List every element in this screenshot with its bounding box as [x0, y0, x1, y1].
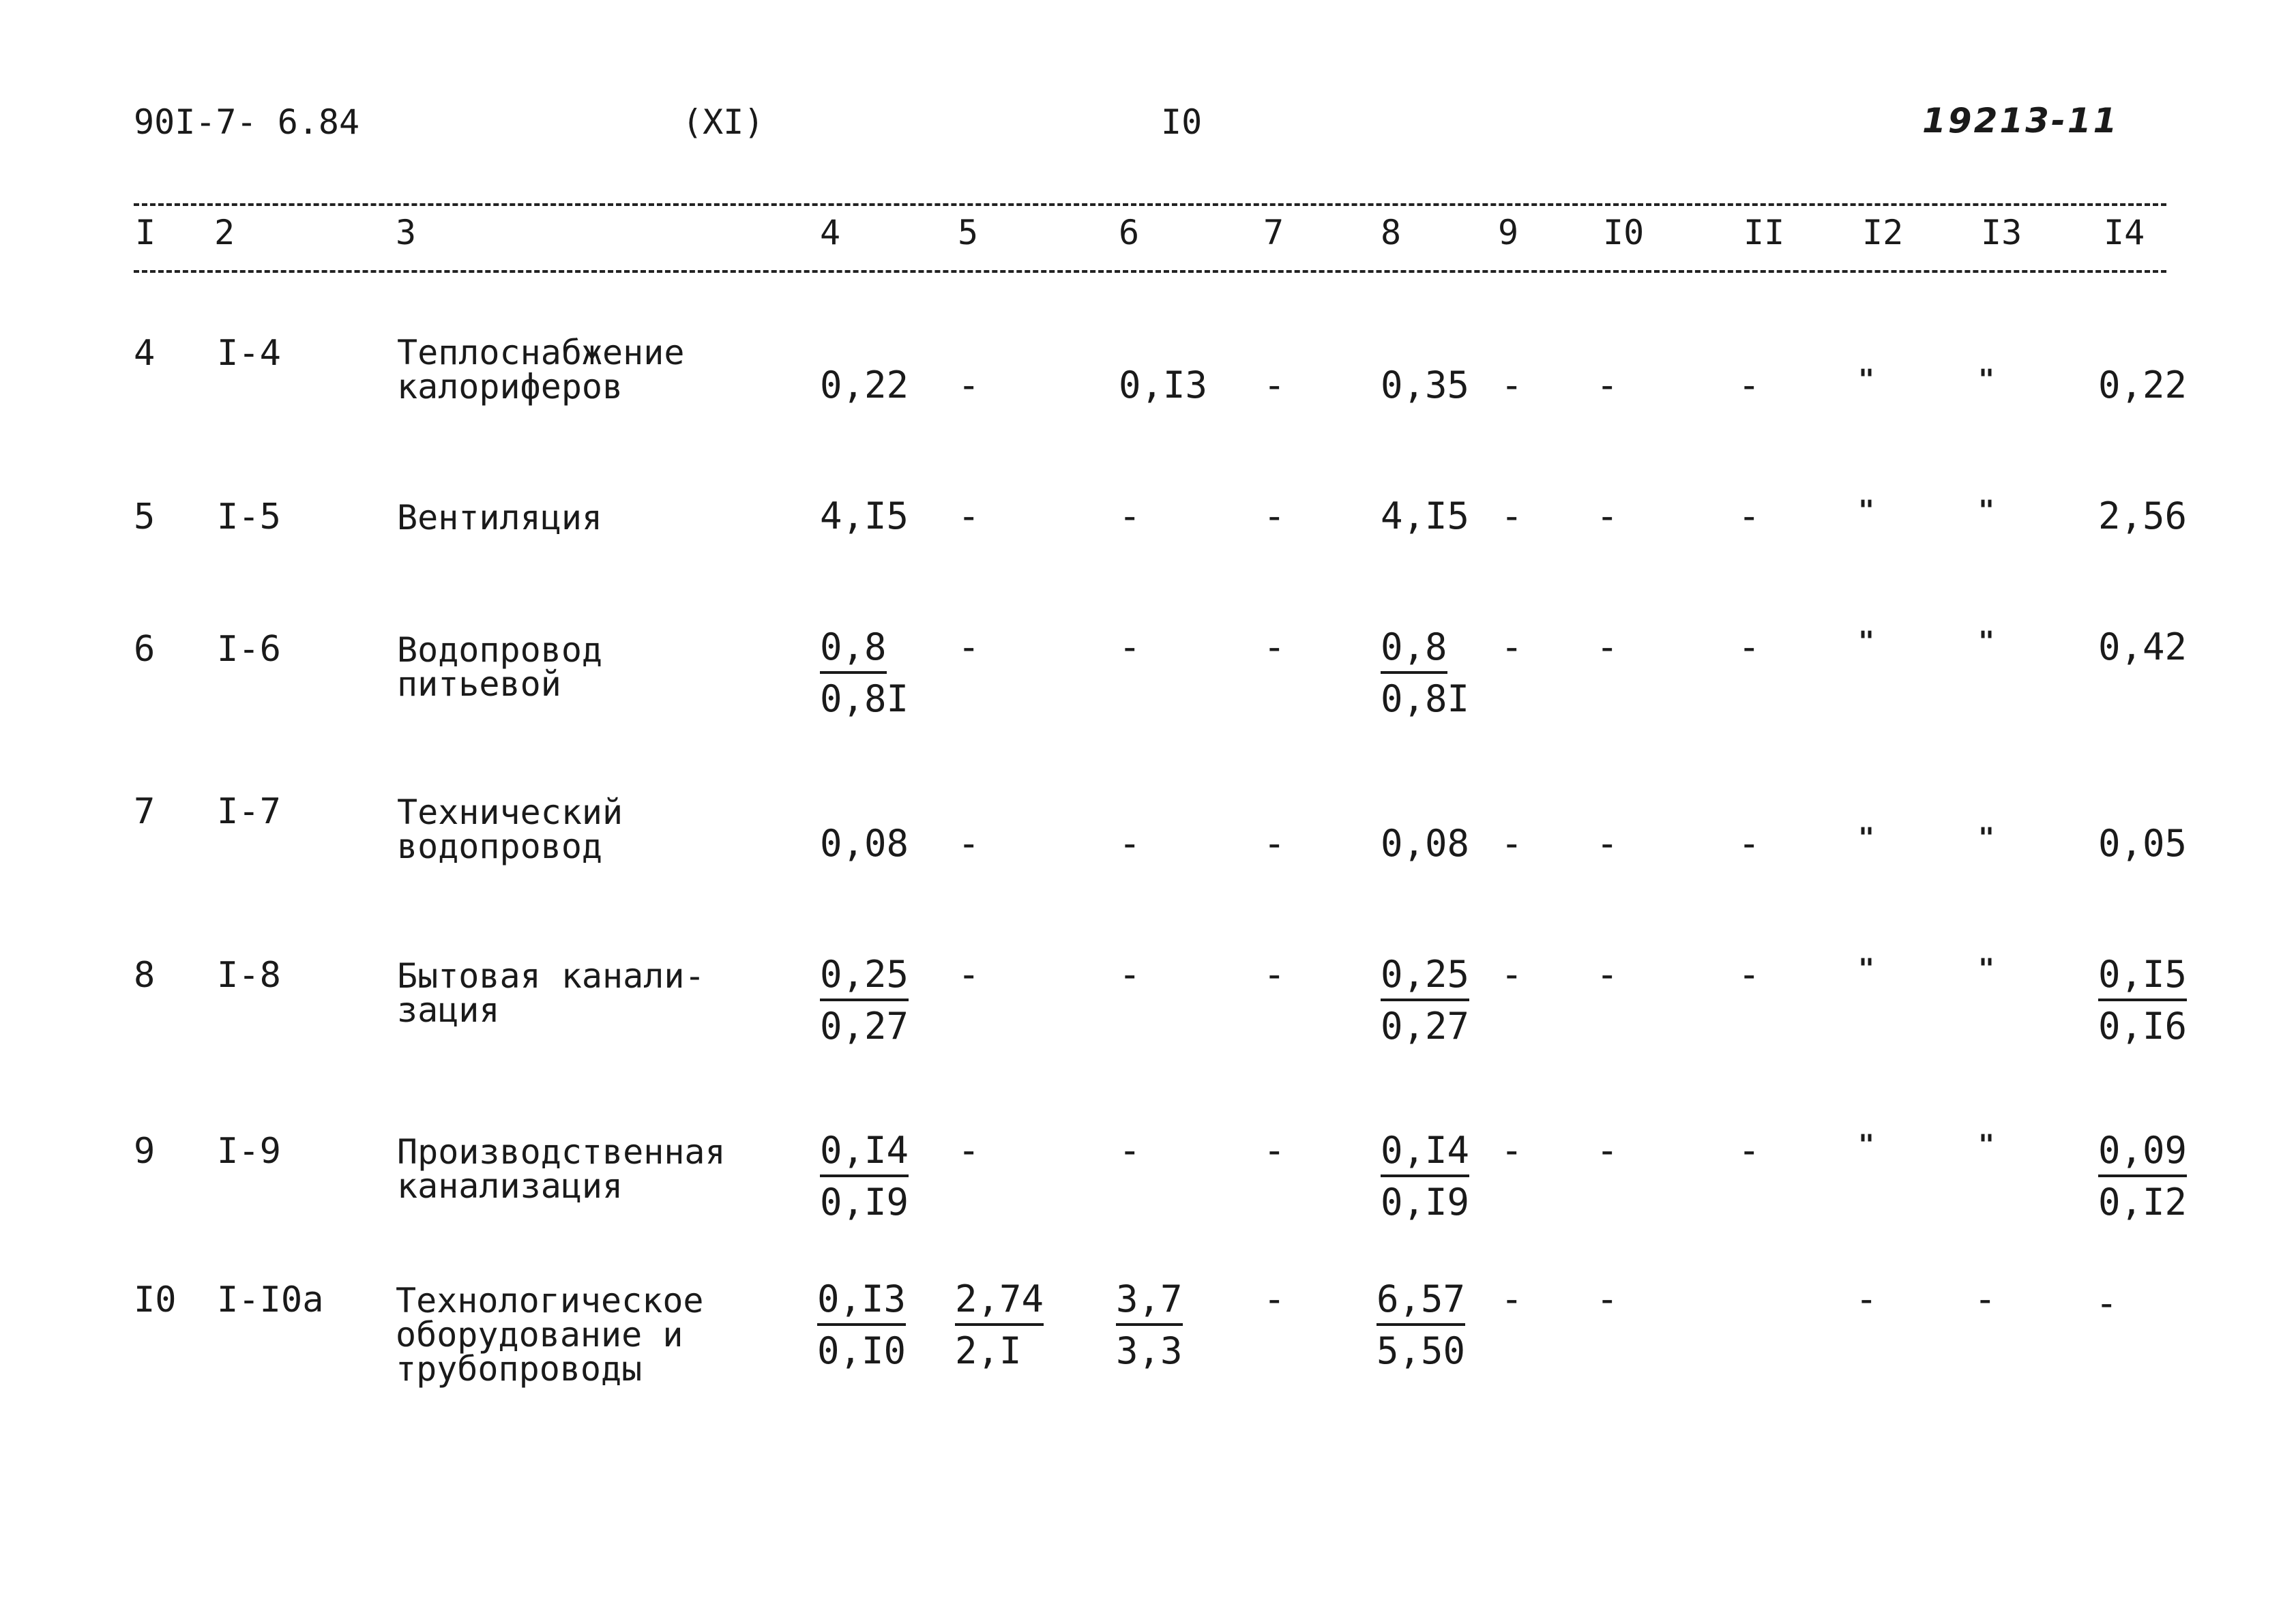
- row-code: I-6: [217, 629, 281, 670]
- cell-col4-fraction: [820, 953, 909, 1048]
- cell-col13: ": [1978, 1129, 1995, 1161]
- column-header: 3: [396, 213, 417, 252]
- cell-col11: -: [1738, 1129, 1761, 1172]
- row-description: Водопровод питьевой: [397, 630, 603, 704]
- row-code: I-4: [217, 333, 281, 374]
- cell-col11: -: [1738, 625, 1761, 668]
- fraction-numerator: 0,I4: [1381, 1132, 1469, 1177]
- cell-col5: -: [958, 625, 980, 668]
- fraction-denominator: 0,I2: [2098, 1181, 2188, 1224]
- fraction-numerator: 0,8: [1381, 629, 1447, 674]
- column-header: I4: [2104, 213, 2145, 252]
- cell-col9: -: [1501, 494, 1523, 537]
- fraction-denominator: 0,8I: [820, 677, 909, 720]
- row-number: 8: [134, 955, 156, 996]
- fraction-numerator: 0,25: [820, 956, 909, 1001]
- row-number: 7: [134, 791, 156, 832]
- cell-col12: ": [1858, 626, 1875, 657]
- row-code: I-I0a: [217, 1280, 324, 1320]
- cell-col14-fraction: [2098, 953, 2188, 1048]
- column-header: 7: [1263, 213, 1284, 252]
- header-top-rule: [134, 203, 2166, 206]
- cell-col7: -: [1263, 494, 1286, 537]
- cell-col10: -: [1596, 1129, 1619, 1172]
- cell-col10: -: [1596, 1277, 1619, 1320]
- fraction-denominator: 3,3: [1116, 1329, 1183, 1372]
- cell-col9: -: [1501, 822, 1523, 865]
- cell-col13: ": [1978, 954, 1995, 985]
- cell-col10: -: [1596, 494, 1619, 537]
- cell-col13: ": [1978, 626, 1995, 657]
- cell-col9: -: [1501, 1129, 1523, 1172]
- column-header: I0: [1603, 213, 1645, 252]
- fraction-denominator: 0,8I: [1381, 677, 1470, 720]
- column-header: 4: [820, 213, 841, 252]
- cell-col6: 0,I3: [1119, 364, 1208, 407]
- cell-col4: 4,I5: [820, 494, 909, 537]
- cell-col8-fraction: [1377, 1277, 1466, 1372]
- cell-col10: -: [1596, 364, 1619, 407]
- row-description: Вентиляция: [397, 498, 603, 537]
- cell-col14: 2,56: [2098, 494, 2188, 537]
- column-header: 2: [214, 213, 235, 252]
- cell-col8: 4,I5: [1381, 494, 1470, 537]
- row-code: I-7: [217, 791, 281, 832]
- cell-col5: -: [958, 953, 980, 996]
- cell-col5: -: [958, 1129, 980, 1172]
- fraction-denominator: 2,I: [955, 1329, 1022, 1372]
- column-header: 6: [1119, 213, 1140, 252]
- cell-col11: -: [1738, 364, 1761, 407]
- fraction-numerator: 0,I5: [2098, 956, 2187, 1001]
- cell-col10: -: [1596, 625, 1619, 668]
- cell-col5: -: [958, 494, 980, 537]
- cell-col7: -: [1263, 625, 1286, 668]
- column-header: I3: [1981, 213, 2022, 252]
- row-description: Теплоснабжение калориферов: [397, 333, 685, 407]
- cell-col12: ": [1858, 495, 1875, 527]
- fraction-numerator: 0,25: [1381, 956, 1469, 1001]
- cell-col14: 0,22: [2098, 364, 2188, 407]
- fraction-numerator: 0,I3: [817, 1281, 906, 1326]
- section-number: (XI): [682, 102, 765, 142]
- cell-col4: 0,08: [820, 822, 909, 865]
- cell-col10: -: [1596, 822, 1619, 865]
- column-header: 5: [958, 213, 979, 252]
- row-code: I-8: [217, 955, 281, 996]
- archive-stamp: 19213-11: [1922, 101, 2119, 141]
- cell-col10: -: [1596, 953, 1619, 996]
- row-number: I0: [134, 1280, 177, 1320]
- cell-col14: -: [2095, 1282, 2118, 1325]
- row-description: Технологическое оборудование и трубопроводы: [396, 1281, 704, 1389]
- cell-col11: -: [1738, 953, 1761, 996]
- document-code: 90I-7- 6.84: [134, 102, 360, 142]
- fraction-denominator: 5,50: [1377, 1329, 1466, 1372]
- fraction-denominator: 0,27: [1381, 1005, 1470, 1048]
- cell-col9: -: [1501, 953, 1523, 996]
- row-description: Бытовая канали- зация: [397, 956, 705, 1030]
- cell-col4-fraction: [817, 1277, 907, 1372]
- cell-col11: -: [1738, 494, 1761, 537]
- cell-col11: -: [1738, 822, 1761, 865]
- cell-col12: ": [1858, 954, 1875, 985]
- cell-col8-fraction: [1381, 953, 1470, 1048]
- cell-col7: -: [1263, 822, 1286, 865]
- cell-col13: ": [1978, 364, 1995, 396]
- cell-col7: -: [1263, 1277, 1286, 1320]
- cell-col9: -: [1501, 625, 1523, 668]
- cell-col14: 0,05: [2098, 822, 2188, 865]
- cell-col8-fraction: [1381, 1129, 1470, 1224]
- cell-col8: 0,35: [1381, 364, 1470, 407]
- cell-col9: -: [1501, 1277, 1523, 1320]
- fraction-denominator: 0,I6: [2098, 1005, 2188, 1048]
- cell-col7: -: [1263, 953, 1286, 996]
- row-number: 4: [134, 333, 156, 374]
- column-header: I: [135, 213, 156, 252]
- cell-col12: -: [1855, 1277, 1878, 1320]
- cell-col4-fraction: [820, 625, 909, 720]
- row-description: Технический водопровод: [397, 793, 623, 866]
- cell-col5-fraction: [955, 1277, 1044, 1372]
- cell-col7: -: [1263, 1129, 1286, 1172]
- fraction-numerator: 0,I4: [820, 1132, 909, 1177]
- page-number: I0: [1161, 102, 1203, 142]
- fraction-denominator: 0,27: [820, 1005, 909, 1048]
- fraction-numerator: 0,09: [2098, 1132, 2187, 1177]
- cell-col13: ": [1978, 823, 1995, 854]
- fraction-denominator: 0,I9: [1381, 1181, 1470, 1224]
- cell-col4: 0,22: [820, 364, 909, 407]
- column-header: I2: [1862, 213, 1904, 252]
- cell-col12: ": [1858, 823, 1875, 854]
- fraction-numerator: 2,74: [955, 1281, 1044, 1326]
- fraction-numerator: 3,7: [1116, 1281, 1183, 1326]
- cell-col14-fraction: [2098, 1129, 2188, 1224]
- cell-col7: -: [1263, 364, 1286, 407]
- row-number: 9: [134, 1131, 156, 1172]
- row-code: I-9: [217, 1131, 281, 1172]
- cell-col8-fraction: [1381, 625, 1470, 720]
- cell-col9: -: [1501, 364, 1523, 407]
- cell-col13: ": [1978, 495, 1995, 527]
- header-bottom-rule: [134, 270, 2166, 273]
- row-code: I-5: [217, 497, 281, 537]
- fraction-denominator: 0,I9: [820, 1181, 909, 1224]
- cell-col6: -: [1119, 953, 1141, 996]
- column-header: 8: [1381, 213, 1402, 252]
- row-number: 5: [134, 497, 156, 537]
- column-header: 9: [1498, 213, 1519, 252]
- cell-col14: 0,42: [2098, 625, 2188, 668]
- cell-col6: -: [1119, 822, 1141, 865]
- cell-col5: -: [958, 364, 980, 407]
- fraction-numerator: 0,8: [820, 629, 887, 674]
- cell-col6: -: [1119, 494, 1141, 537]
- row-number: 6: [134, 629, 156, 670]
- cell-col6: -: [1119, 625, 1141, 668]
- column-header: II: [1743, 213, 1785, 252]
- row-description: Производственная канализация: [397, 1132, 726, 1206]
- cell-col6: -: [1119, 1129, 1141, 1172]
- cell-col12: ": [1858, 364, 1875, 396]
- fraction-numerator: 6,57: [1377, 1281, 1465, 1326]
- cell-col12: ": [1858, 1129, 1875, 1161]
- cell-col13: -: [1974, 1277, 1997, 1320]
- cell-col6-fraction: [1116, 1277, 1183, 1372]
- cell-col5: -: [958, 822, 980, 865]
- fraction-denominator: 0,I0: [817, 1329, 907, 1372]
- cell-col4-fraction: [820, 1129, 909, 1224]
- cell-col8: 0,08: [1381, 822, 1470, 865]
